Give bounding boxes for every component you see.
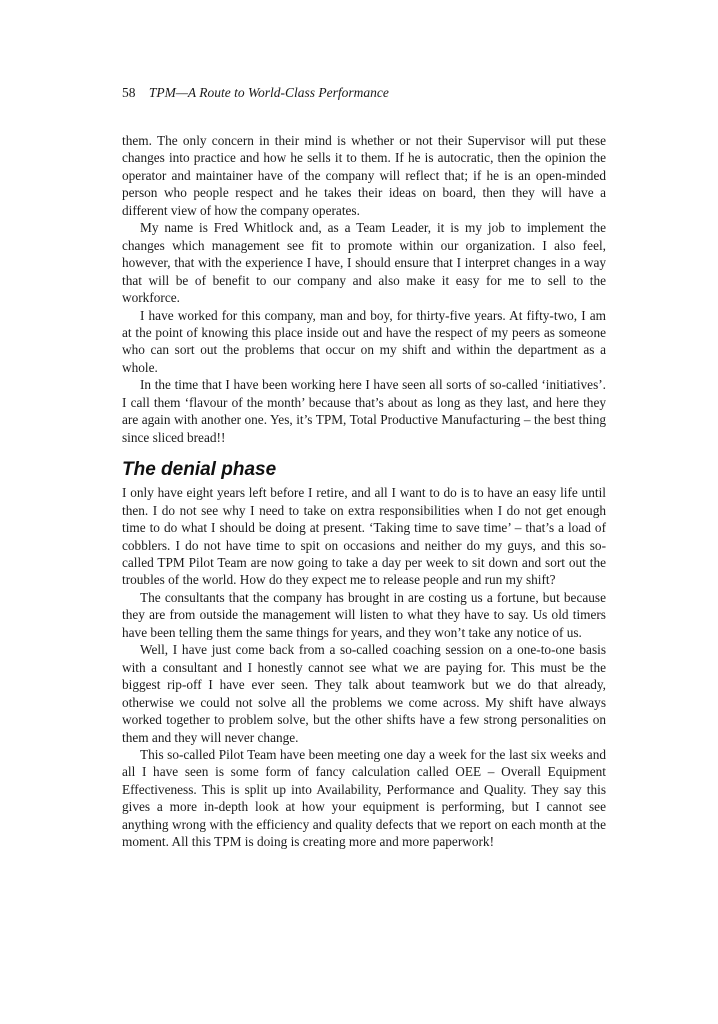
running-head <box>122 84 606 102</box>
page-number: 58 <box>122 85 136 100</box>
paragraph: This so-called Pilot Team have been meeting one day a week for the last six weeks and all I have seen is some form of fancy calculation called OEE – Overall Equipment Effectiveness. This is split up into Availability, Performance and Quality. They say this gives a more in-depth look at how your equipment is performing, but I cannot see anything wrong with the efficiency and quality defects that we report on each month at the moment. All this TPM is doing is creating more and more paperwork! <box>122 746 606 850</box>
paragraph-continued: them. The only concern in their mind is whether or not their Supervisor will put these changes into practice and how he sells it to them. If he is autocratic, then the opinion the operator and maintainer have of the company will reflect that; if he is an open-minded person who people respect and he takes their ideas on board, then they will have a different view of how the company operates. <box>122 133 606 218</box>
opening-section <box>122 132 606 446</box>
book-page <box>122 84 606 851</box>
paragraph: My name is Fred Whitlock and, as a Team Leader, it is my job to implement the changes which management see fit to promote within our organization. I also feel, however, that with the experience I have, I should ensure that I interpret changes in a way that will be of benefit to our company and also make it easy for me to sell to the workforce. <box>122 220 606 306</box>
paragraph: The consultants that the company has brought in are costing us a fortune, but because they are from outside the management will listen to what they have to say. Us old timers have been telling them the same things for years, and they won’t take any notice of us. <box>122 589 606 640</box>
paragraph: I only have eight years left before I retire, and all I want to do is to have an easy life until then. I do not see why I need to take on extra responsibilities when I do not get enough time to do what I should be doing at present. ‘Taking time to save time’ – that’s a load of cobblers. I do not have time to spit on occasions and neither do my guys, and this so-called TPM Pilot Team are now going to take a day per week to sit down and sort out the troubles of the world. How do they expect me to release people and run my shift? <box>122 485 606 588</box>
section-heading: The denial phase <box>122 459 277 481</box>
book-title: TPM—A Route to World-Class Performance <box>148 85 389 100</box>
paragraph: In the time that I have been working here I have seen all sorts of so-called ‘initiatives’. I call them ‘flavour of the month’ because that’s about as long as they last, and here they are again with another one. Yes, it’s TPM, Total Productive Manufacturing – the best thing since sliced bread!! <box>122 377 606 445</box>
paragraph: Well, I have just come back from a so-called coaching session on a one-to-one basis with a consultant and I honestly cannot see what we are paying for. This must be the biggest rip-off I have ever seen. They talk about teamwork but we do that already, otherwise we could not solve all the problems we come across. My shift have always worked together to problem solve, but the other shifts have a few strong personalities on them and they will never change. <box>122 642 606 745</box>
paragraph: I have worked for this company, man and boy, for thirty-five years. At fifty-two, I am at the point of knowing this place inside out and have the respect of my peers as someone who can sort out the problems that occur on my shift and within the department as a whole. <box>122 307 606 375</box>
denial-phase-section <box>122 459 606 851</box>
